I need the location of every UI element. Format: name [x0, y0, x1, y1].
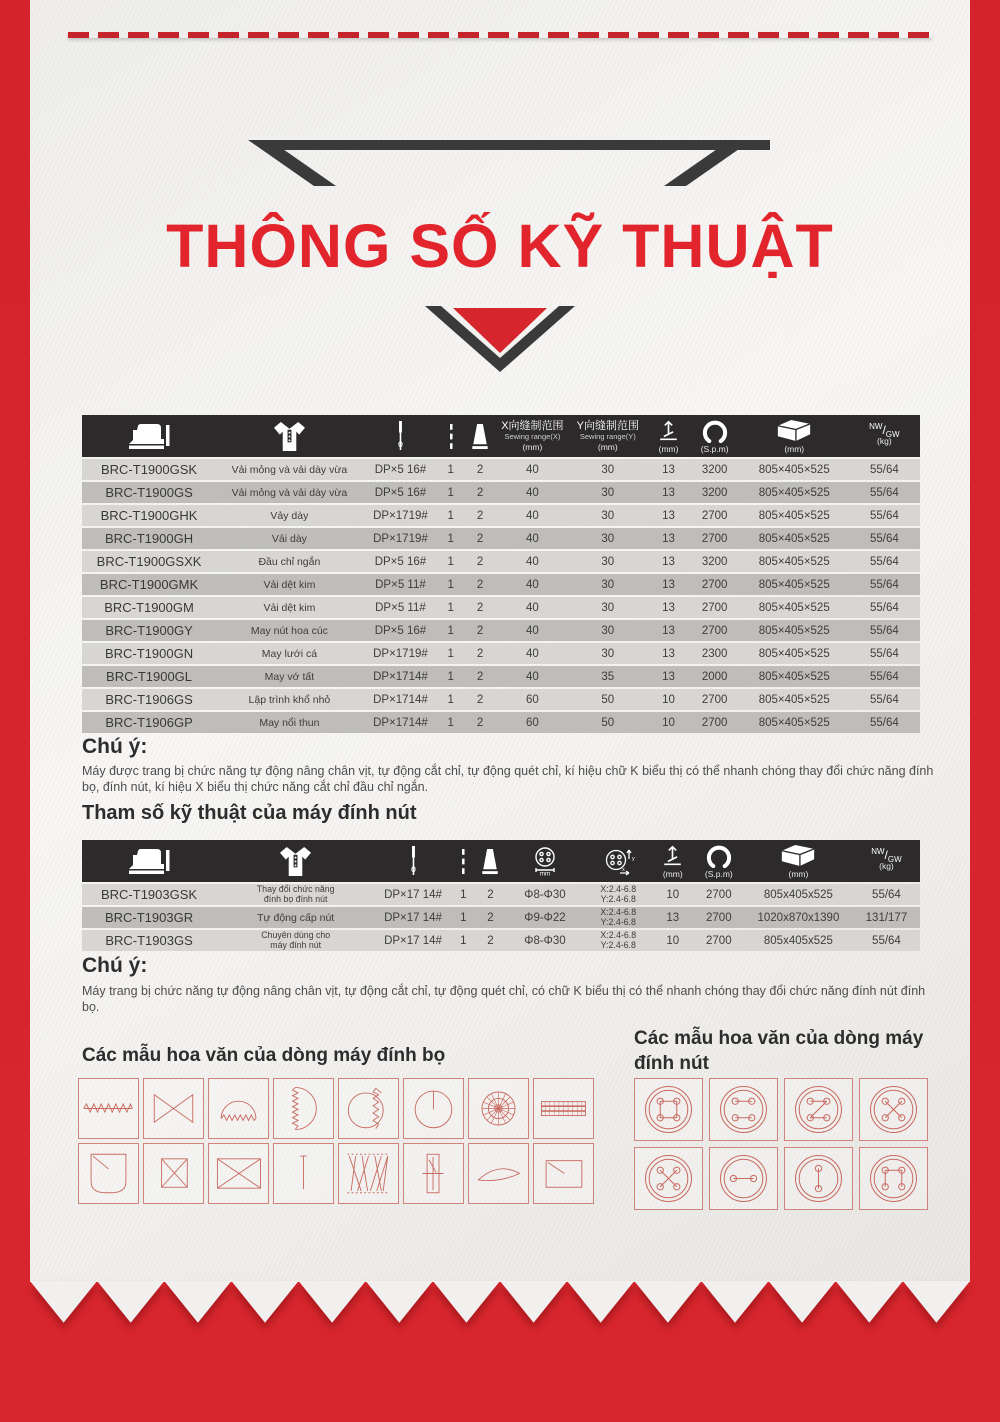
- value-cell: 30: [568, 574, 648, 595]
- value-cell: 55/64: [849, 551, 920, 572]
- value-cell: 13: [648, 597, 690, 618]
- value-cell: 50: [568, 712, 648, 733]
- range-label-zh: Y向缝制范围: [576, 420, 639, 432]
- value-cell: 40: [497, 574, 568, 595]
- button-2hole-vertical-pattern: [784, 1147, 853, 1210]
- bobbin-col: [476, 840, 505, 882]
- value-cell: DP×5 16#: [363, 551, 438, 572]
- value-cell: 40: [497, 482, 568, 503]
- value-cell: 3200: [690, 459, 740, 480]
- presser-foot-icon: [661, 844, 684, 868]
- value-cell: 805×405×525: [740, 459, 849, 480]
- value-cell: 10: [648, 689, 690, 710]
- nw-gw-label: [871, 846, 902, 864]
- button-4hole-zigzag-pattern: [784, 1078, 853, 1141]
- value-cell: DP×1714#: [363, 712, 438, 733]
- value-cell: DP×5 16#: [363, 620, 438, 641]
- value-cell: 2: [463, 528, 497, 549]
- value-cell: 1: [438, 528, 463, 549]
- value-cell: 13: [652, 907, 694, 928]
- range-label-zh: X向缝制范围: [501, 420, 564, 432]
- value-cell: 13: [648, 459, 690, 480]
- table-row: [82, 597, 920, 618]
- button-spacing-icon: [598, 846, 638, 876]
- value-cell: Φ9-Φ22: [505, 907, 585, 928]
- value-cell: 131/177: [853, 907, 920, 928]
- value-cell: DP×1714#: [363, 666, 438, 687]
- value-cell: 40: [497, 505, 568, 526]
- application-cell: Vải mỏng và vải dày vừa: [216, 459, 363, 480]
- button-4hole-double-vertical-pattern: [859, 1147, 928, 1210]
- value-cell: 13: [648, 528, 690, 549]
- model-cell: BRC-T1900GSK: [82, 459, 216, 480]
- sewing-range-y-col: [568, 415, 648, 457]
- value-cell: 2: [463, 689, 497, 710]
- dimensions-col: [744, 840, 853, 882]
- value-cell: 2700: [690, 528, 740, 549]
- dense-zigzag-band-pattern: [338, 1143, 399, 1204]
- half-circle-zigzag-pattern: [273, 1078, 334, 1139]
- button-spacing-col: [585, 840, 652, 882]
- unit-label: (mm): [597, 442, 618, 452]
- model-cell: BRC-T1900GMK: [82, 574, 216, 595]
- value-cell: 1: [438, 712, 463, 733]
- value-cell: 40: [497, 459, 568, 480]
- application-cell: May nút hoa cúc: [216, 620, 363, 641]
- value-cell: DP×17 14#: [375, 930, 450, 951]
- value-cell: 60: [497, 689, 568, 710]
- model-cell: BRC-T1900GH: [82, 528, 216, 549]
- zigzag-paper-edge: [30, 1281, 970, 1325]
- unit-label: (mm): [522, 442, 543, 452]
- value-cell: 1: [438, 689, 463, 710]
- spec-table-1900-series: [82, 413, 920, 735]
- unit-label: (S.p.m): [700, 444, 729, 454]
- value-cell: 30: [568, 551, 648, 572]
- model-cell: BRC-T1900GSXK: [82, 551, 216, 572]
- model-cell: BRC-T1900GHK: [82, 505, 216, 526]
- table-row: [82, 574, 920, 595]
- value-cell: 55/64: [849, 505, 920, 526]
- circle-radius-pattern: [403, 1078, 464, 1139]
- needle-icon: [408, 846, 418, 876]
- value-cell: 2: [463, 712, 497, 733]
- square-cross-pattern: [143, 1143, 204, 1204]
- application-cell: May lưới cá: [216, 643, 363, 664]
- value-cell: 40: [497, 666, 568, 687]
- value-cell: 40: [497, 643, 568, 664]
- value-cell: 2700: [690, 620, 740, 641]
- value-cell: 2700: [694, 907, 744, 928]
- nw-gw-label: [869, 421, 900, 439]
- note2-body: Máy trang bị chức năng tự động nâng chân vịt, tự động cắt chỉ, tự động quét chỉ, có chữ K biểu thị có thể nhanh chóng thay đổi chức năng đính nút đính bọ.: [82, 984, 926, 1014]
- presser-foot-icon: [657, 419, 680, 443]
- value-cell: 55/64: [849, 643, 920, 664]
- weight-col: [849, 415, 920, 457]
- stitch-speed-icon: [702, 418, 728, 443]
- paper-panel: [30, 0, 970, 1282]
- dimensions-box-icon: [775, 418, 813, 443]
- weight-col: [853, 840, 920, 882]
- value-cell: 50: [568, 689, 648, 710]
- value-cell: 2: [463, 620, 497, 641]
- unit-label: (mm): [788, 869, 809, 879]
- triangle-decoration: [425, 306, 575, 372]
- svg-text:x: x: [622, 867, 626, 873]
- model-cell: BRC-T1906GS: [82, 689, 216, 710]
- value-cell: 2: [463, 574, 497, 595]
- table-row: [82, 643, 920, 664]
- value-cell: 1: [438, 459, 463, 480]
- value-cell: 805×405×525: [740, 666, 849, 687]
- value-cell: 13: [648, 666, 690, 687]
- value-cell: 13: [648, 505, 690, 526]
- svg-text:mm: mm: [539, 870, 551, 876]
- value-cell: 1: [451, 930, 476, 951]
- zigzag-line-pattern: [78, 1078, 139, 1139]
- bobbin-col: [463, 415, 497, 457]
- value-cell: 2700: [690, 689, 740, 710]
- value-cell: 2700: [690, 712, 740, 733]
- application-cell: Vải dày: [216, 528, 363, 549]
- presser-lift-col: [652, 840, 694, 882]
- value-cell: 2700: [690, 574, 740, 595]
- button-diameter-col: [505, 840, 585, 882]
- triple-bar-pattern: [533, 1078, 594, 1139]
- value-cell: 40: [497, 528, 568, 549]
- application-cell: Đầu chỉ ngắn: [216, 551, 363, 572]
- value-cell: 1: [438, 482, 463, 503]
- value-cell: 2700: [690, 505, 740, 526]
- value-cell: 13: [648, 551, 690, 572]
- value-cell: 805×405×525: [740, 597, 849, 618]
- button-4hole-cross-2-pattern: [634, 1147, 703, 1210]
- value-cell: 30: [568, 643, 648, 664]
- table-row: [82, 689, 920, 710]
- table-row: [82, 884, 920, 905]
- model-cell: BRC-T1900GM: [82, 597, 216, 618]
- needle-col: [375, 840, 450, 882]
- unit-label: (kg): [879, 860, 894, 871]
- value-cell: 2: [463, 505, 497, 526]
- note1-heading: Chú ý:: [82, 735, 148, 758]
- bobbin-thread-icon: [479, 848, 501, 875]
- value-cell: 2: [463, 459, 497, 480]
- vertical-bartack-pattern: [403, 1143, 464, 1204]
- value-cell: DP×1719#: [363, 505, 438, 526]
- value-cell: 805×405×525: [740, 505, 849, 526]
- rect-cross-pattern: [208, 1143, 269, 1204]
- thread-count-icon: [447, 424, 455, 449]
- value-cell: X:2.4-6.8 Y:2.4-6.8: [585, 930, 652, 951]
- application-col: [216, 840, 375, 882]
- table-header-row: [82, 415, 920, 457]
- unit-label: (mm): [658, 443, 679, 454]
- value-cell: 1: [451, 884, 476, 905]
- dome-zigzag-pattern: [208, 1078, 269, 1139]
- stitch-speed-icon: [706, 843, 732, 868]
- model-cell: BRC-T1903GS: [82, 930, 216, 951]
- value-cell: 13: [648, 643, 690, 664]
- value-cell: X:2.4-6.8 Y:2.4-6.8: [585, 907, 652, 928]
- value-cell: 55/64: [849, 528, 920, 549]
- model-cell: BRC-T1906GP: [82, 712, 216, 733]
- value-cell: DP×5 16#: [363, 459, 438, 480]
- note2-heading: Chú ý:: [82, 954, 148, 977]
- page-title: THÔNG SỐ KỸ THUẬT: [166, 212, 834, 280]
- value-cell: 10: [648, 712, 690, 733]
- red-dashed-divider: [68, 32, 932, 38]
- value-cell: 2700: [694, 930, 744, 951]
- value-cell: 805x405x525: [744, 884, 853, 905]
- application-cell: Thay đổi chức năng đính bọ đính nút: [216, 884, 375, 905]
- crescent-curve-pattern: [468, 1143, 529, 1204]
- value-cell: 2: [463, 551, 497, 572]
- value-cell: 1: [438, 574, 463, 595]
- model-cell: BRC-T1900GY: [82, 620, 216, 641]
- value-cell: 55/64: [849, 712, 920, 733]
- value-cell: 1: [438, 597, 463, 618]
- value-cell: DP×17 14#: [375, 907, 450, 928]
- thread-count-icon: [459, 849, 467, 874]
- range-label-en: Sewing range(X): [504, 432, 561, 441]
- value-cell: 55/64: [849, 666, 920, 687]
- sewing-machine-icon: [128, 422, 170, 451]
- application-cell: Tự động cấp nút: [216, 907, 375, 928]
- value-cell: 60: [497, 712, 568, 733]
- value-cell: 805×405×525: [740, 712, 849, 733]
- rect-diagonal-pattern: [533, 1143, 594, 1204]
- radial-wheel-pattern: [468, 1078, 529, 1139]
- value-cell: 805×405×525: [740, 620, 849, 641]
- sewing-range-x-col: [497, 415, 568, 457]
- value-cell: DP×1719#: [363, 643, 438, 664]
- application-cell: Chuyên dùng cho máy đính nút: [216, 930, 375, 951]
- model-cell: BRC-T1900GL: [82, 666, 216, 687]
- unit-label: (mm): [662, 868, 683, 879]
- table-row: [82, 551, 920, 572]
- value-cell: 30: [568, 528, 648, 549]
- bartack-patterns-title: Các mẫu hoa văn của dòng máy đính bọ: [82, 1045, 446, 1066]
- value-cell: 55/64: [849, 574, 920, 595]
- value-cell: 30: [568, 597, 648, 618]
- needle-icon: [395, 421, 405, 451]
- top-bracket-decoration: [230, 140, 770, 188]
- value-cell: 3200: [690, 551, 740, 572]
- svg-text:y: y: [632, 856, 636, 862]
- value-cell: 2: [476, 930, 505, 951]
- model-cell: BRC-T1900GN: [82, 643, 216, 664]
- button-4hole-square-pattern: [634, 1078, 703, 1141]
- value-cell: 55/64: [849, 459, 920, 480]
- value-cell: DP×5 11#: [363, 574, 438, 595]
- value-cell: 3200: [690, 482, 740, 503]
- model-cell: BRC-T1903GSK: [82, 884, 216, 905]
- value-cell: 2: [476, 907, 505, 928]
- value-cell: 2300: [690, 643, 740, 664]
- value-cell: 55/64: [849, 482, 920, 503]
- speed-col: [690, 415, 740, 457]
- button-2hole-horizontal-pattern: [709, 1147, 778, 1210]
- presser-lift-col: [648, 415, 690, 457]
- value-cell: 1020x870x1390: [744, 907, 853, 928]
- table2: [82, 838, 920, 953]
- thread-count-col: [438, 415, 463, 457]
- value-cell: 30: [568, 505, 648, 526]
- value-cell: 30: [568, 482, 648, 503]
- value-cell: 1: [438, 505, 463, 526]
- table-row: [82, 482, 920, 503]
- application-cell: Vải mỏng và vải dày vừa: [216, 482, 363, 503]
- model-col: [82, 415, 216, 457]
- range-label-en: Sewing range(Y): [579, 432, 636, 441]
- value-cell: 2: [463, 482, 497, 503]
- garment-icon: [279, 846, 312, 877]
- value-cell: 2700: [690, 597, 740, 618]
- button-4hole-parallel-pattern: [709, 1078, 778, 1141]
- value-cell: 1: [438, 551, 463, 572]
- value-cell: 10: [652, 930, 694, 951]
- value-cell: 55/64: [853, 884, 920, 905]
- value-cell: DP×5 16#: [363, 482, 438, 503]
- note1-body: Máy được trang bị chức năng tự động nâng chân vịt, tự động cắt chỉ, tự động quét chỉ, kí hiệu chữ K biểu thị có thể nhanh chóng thay đổi chức năng đính bọ, đính nút, kí hiệu X biểu thị chức năng cắt chỉ đầu chỉ ngắn.: [82, 764, 934, 794]
- application-cell: Vảy dày: [216, 505, 363, 526]
- table-row: [82, 459, 920, 480]
- value-cell: 55/64: [849, 689, 920, 710]
- needle-col: [363, 415, 438, 457]
- application-cell: Lập trình khổ nhỏ: [216, 689, 363, 710]
- speed-col: [694, 840, 744, 882]
- button-pattern-grid: [634, 1078, 928, 1210]
- table-row: [82, 907, 920, 928]
- value-cell: DP×1714#: [363, 689, 438, 710]
- table-row: [82, 712, 920, 733]
- value-cell: 1: [438, 620, 463, 641]
- value-cell: 13: [648, 620, 690, 641]
- sewing-machine-icon: [128, 847, 170, 876]
- value-cell: 2000: [690, 666, 740, 687]
- table-row: [82, 620, 920, 641]
- value-cell: 55/64: [849, 597, 920, 618]
- value-cell: DP×17 14#: [375, 884, 450, 905]
- straight-pin-pattern: [273, 1143, 334, 1204]
- value-cell: 805×405×525: [740, 643, 849, 664]
- value-cell: DP×5 11#: [363, 597, 438, 618]
- value-cell: 2: [463, 666, 497, 687]
- application-col: [216, 415, 363, 457]
- value-cell: 13: [648, 482, 690, 503]
- model-cell: BRC-T1903GR: [82, 907, 216, 928]
- value-cell: 30: [568, 620, 648, 641]
- unit-label: (S.p.m): [704, 869, 733, 879]
- value-cell: 805×405×525: [740, 574, 849, 595]
- dimensions-box-icon: [779, 843, 817, 868]
- garment-icon: [273, 421, 306, 452]
- value-cell: 1: [438, 643, 463, 664]
- value-cell: 805×405×525: [740, 551, 849, 572]
- nw-gw-label: $^{NW}/_{GW}$: [871, 846, 902, 864]
- application-cell: Vải dệt kim: [216, 597, 363, 618]
- model-col: [82, 840, 216, 882]
- value-cell: 40: [497, 597, 568, 618]
- pocket-outline-pattern: [78, 1143, 139, 1204]
- value-cell: 2700: [694, 884, 744, 905]
- spec-table-1903-series: [82, 838, 920, 953]
- section2-title: Tham số kỹ thuật của máy đính nút: [82, 802, 417, 824]
- unit-label: (kg): [877, 435, 892, 446]
- value-cell: 13: [648, 574, 690, 595]
- button-patterns-title: Các mẫu hoa văn của dòng máy đính nút: [634, 1028, 924, 1074]
- value-cell: Φ8-Φ30: [505, 884, 585, 905]
- value-cell: 40: [497, 551, 568, 572]
- value-cell: Φ8-Φ30: [505, 930, 585, 951]
- model-cell: BRC-T1900GS: [82, 482, 216, 503]
- bartack-pattern-grid: [78, 1078, 594, 1204]
- button-diameter-icon: [525, 846, 565, 876]
- value-cell: 55/64: [853, 930, 920, 951]
- nw-gw-label: $^{NW}/_{GW}$: [869, 421, 900, 439]
- value-cell: 40: [497, 620, 568, 641]
- button-4hole-cross-pattern: [859, 1078, 928, 1141]
- application-cell: May vớ tất: [216, 666, 363, 687]
- circle-zigzag-pattern: [338, 1078, 399, 1139]
- table1: [82, 413, 920, 735]
- table-row: [82, 505, 920, 526]
- dimensions-col: [740, 415, 849, 457]
- bobbin-thread-icon: [469, 423, 491, 450]
- value-cell: 805×405×525: [740, 689, 849, 710]
- application-cell: Vải dệt kim: [216, 574, 363, 595]
- value-cell: 55/64: [849, 620, 920, 641]
- value-cell: 30: [568, 459, 648, 480]
- value-cell: 35: [568, 666, 648, 687]
- thread-count-col: [451, 840, 476, 882]
- value-cell: 805×405×525: [740, 528, 849, 549]
- table-header-row: [82, 840, 920, 882]
- table-row: [82, 666, 920, 687]
- unit-label: (mm): [784, 444, 805, 454]
- value-cell: 2: [463, 643, 497, 664]
- value-cell: 805×405×525: [740, 482, 849, 503]
- value-cell: 805x405x525: [744, 930, 853, 951]
- table-row: [82, 930, 920, 951]
- value-cell: X:2.4-6.8 Y:2.4-6.8: [585, 884, 652, 905]
- value-cell: 2: [463, 597, 497, 618]
- value-cell: DP×1719#: [363, 528, 438, 549]
- value-cell: 10: [652, 884, 694, 905]
- table-row: [82, 528, 920, 549]
- value-cell: 2: [476, 884, 505, 905]
- value-cell: 1: [451, 907, 476, 928]
- application-cell: May nổi thun: [216, 712, 363, 733]
- value-cell: 1: [438, 666, 463, 687]
- bowtie-pattern: [143, 1078, 204, 1139]
